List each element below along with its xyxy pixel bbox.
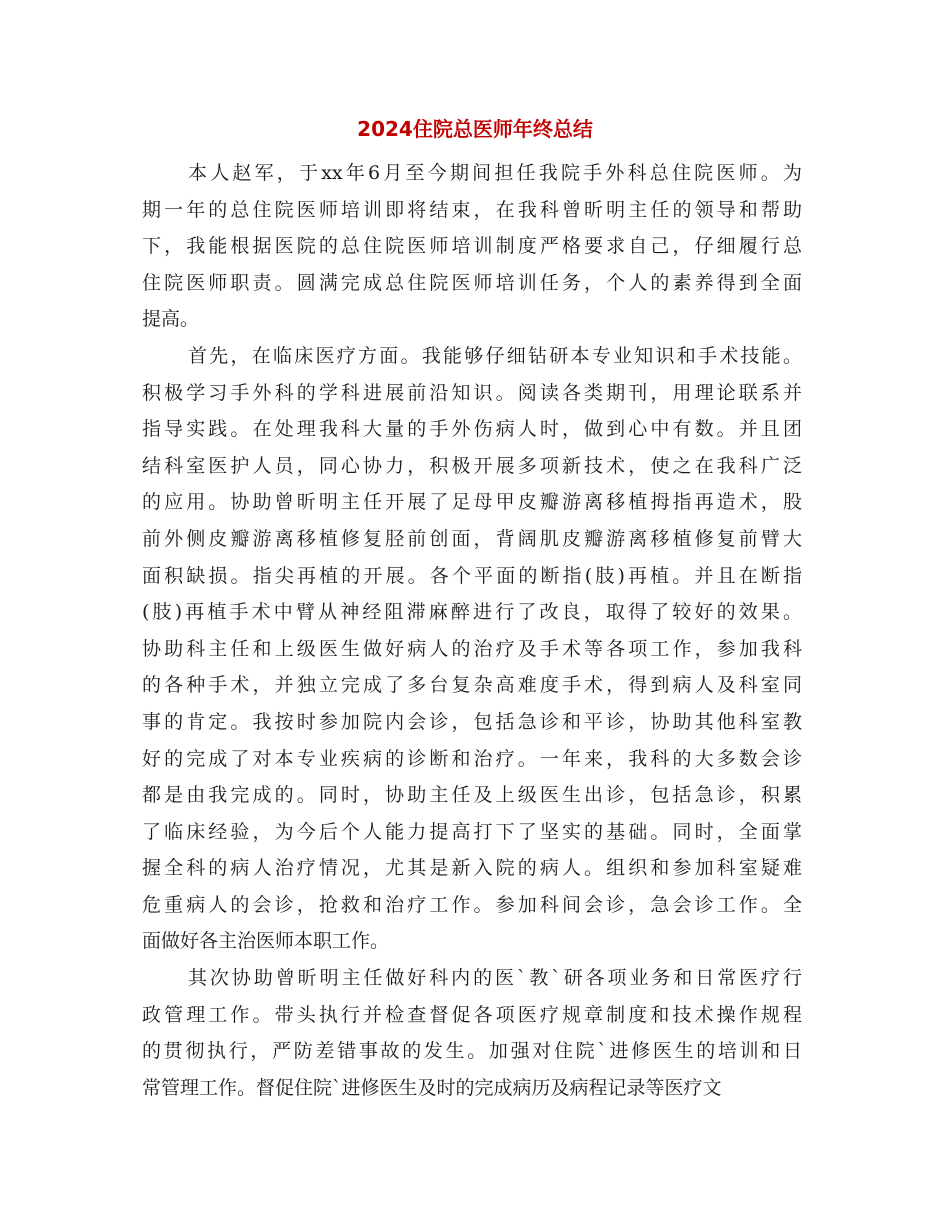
- document-body: [142, 155, 802, 1106]
- body-paragraph: [142, 960, 802, 1106]
- paragraph-line: 握全科的病人治疗情况，尤其是新入院的病人。组织和参加科室疑难: [142, 857, 802, 880]
- paragraph-line: 其次协助曾昕明主任做好科内的医`教`研各项业务和日常医疗行: [188, 967, 802, 990]
- paragraph-line: 住院医师职责。圆满完成总住院医师培训任务，个人的素养得到全面: [142, 271, 802, 294]
- paragraph-line: 积极学习手外科的学科进展前沿知识。阅读各类期刊，用理论联系并: [142, 381, 802, 404]
- paragraph-line: 的应用。协助曾昕明主任开展了足母甲皮瓣游离移植拇指再造术，股: [142, 491, 802, 514]
- paragraph-line: 面做好各主治医师本职工作。: [142, 930, 390, 953]
- paragraph-line: 首先，在临床医疗方面。我能够仔细钻研本专业知识和手术技能。: [188, 344, 802, 367]
- paragraph-line: 下，我能根据医院的总住院医师培训制度严格要求自己，仔细履行总: [142, 235, 802, 258]
- paragraph-line: 提高。: [142, 308, 200, 331]
- body-paragraph: [142, 338, 802, 960]
- body-paragraph: [142, 155, 802, 338]
- paragraph-line: 结科室医护人员，同心协力，积极开展多项新技术，使之在我科广泛: [142, 454, 802, 477]
- paragraph-line: 前外侧皮瓣游离移植修复胫前创面，背阔肌皮瓣游离移植修复前臂大: [142, 527, 802, 550]
- paragraph-line: (肢)再植手术中臂从神经阻滞麻醉进行了改良，取得了较好的效果。: [142, 601, 802, 624]
- paragraph-line: 危重病人的会诊，抢救和治疗工作。参加科间会诊，急会诊工作。全: [142, 893, 802, 916]
- paragraph-line: 协助科主任和上级医生做好病人的治疗及手术等各项工作，参加我科: [142, 637, 802, 660]
- paragraph-line: 的贯彻执行，严防差错事故的发生。加强对住院`进修医生的培训和日: [142, 1040, 802, 1063]
- paragraph-line: 面积缺损。指尖再植的开展。各个平面的断指(肢)再植。并且在断指: [142, 564, 802, 587]
- document-title: 2024住院总医师年终总结: [357, 117, 593, 141]
- paragraph-line: 事的肯定。我按时参加院内会诊，包括急诊和平诊，协助其他科室教: [142, 710, 802, 733]
- paragraph-line: 的各种手术，并独立完成了多台复杂高难度手术，得到病人及科室同: [142, 674, 802, 697]
- paragraph-line: 政管理工作。带头执行并检查督促各项医疗规章制度和技术操作规程: [142, 1003, 802, 1026]
- paragraph-line: 好的完成了对本专业疾病的诊断和治疗。一年来，我科的大多数会诊: [142, 747, 802, 770]
- paragraph-line: 常管理工作。督促住院`进修医生及时的完成病历及病程记录等医疗文: [142, 1076, 722, 1099]
- paragraph-line: 了临床经验，为今后个人能力提高打下了坚实的基础。同时，全面掌: [142, 820, 802, 843]
- paragraph-line: 本人赵军，于xx年6月至今期间担任我院手外科总住院医师。为: [188, 162, 802, 184]
- paragraph-line: 都是由我完成的。同时，协助主任及上级医生出诊，包括急诊，积累: [142, 784, 802, 807]
- paragraph-line: 指导实践。在处理我科大量的手外伤病人时，做到心中有数。并且团: [142, 418, 802, 441]
- paragraph-line: 期一年的总住院医师培训即将结束，在我科曾昕明主任的领导和帮助: [142, 198, 802, 221]
